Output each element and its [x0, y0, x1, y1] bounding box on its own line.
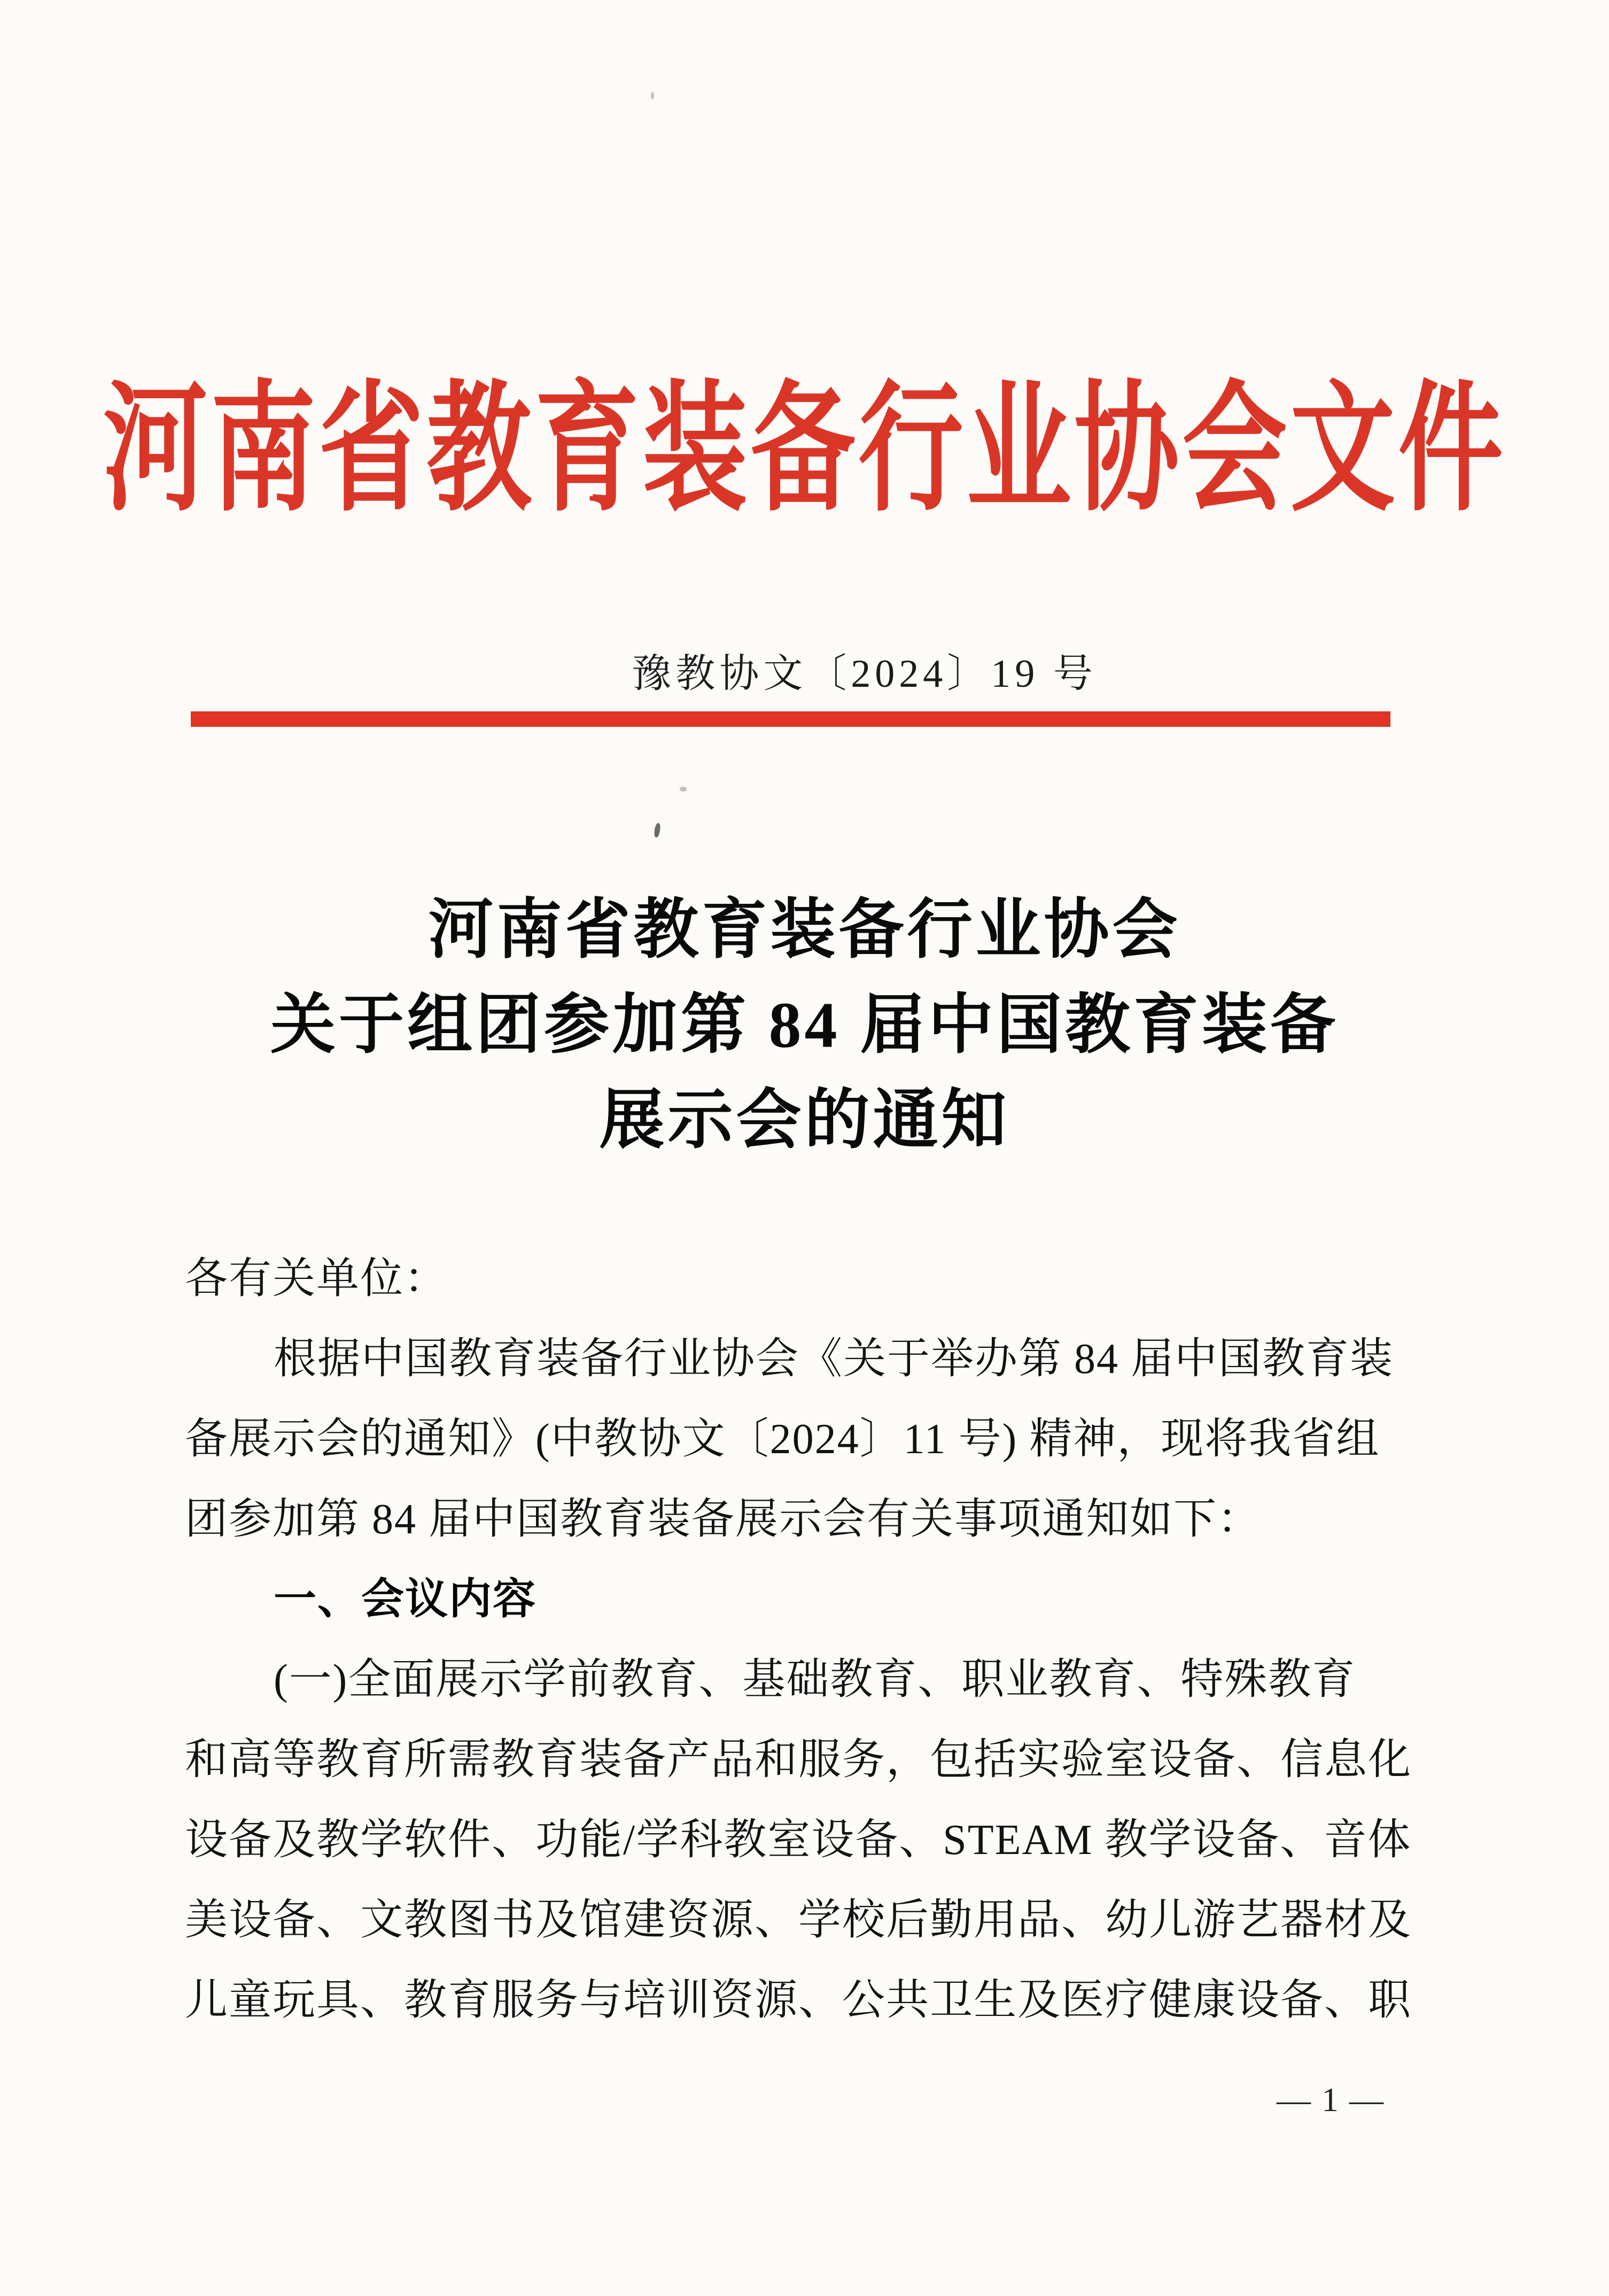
- paragraph-2-line-1: (一)全面展示学前教育、基础教育、职业教育、特殊教育: [274, 1656, 1356, 1703]
- red-header-title: 河南省教育装备行业协会文件: [103, 373, 1506, 529]
- paragraph-2-line-4: 美设备、文教图书及馆建资源、学校后勤用品、幼儿游艺器材及: [185, 1897, 1412, 1944]
- notice-title-line-2: 关于组团参加第 84 届中国教育装备: [270, 989, 1339, 1061]
- paragraph-1-line-1: 根据中国教育装备行业协会《关于举办第 84 届中国教育装: [274, 1336, 1394, 1383]
- notice-title-line-1: 河南省教育装备行业协会: [428, 894, 1181, 966]
- paragraph-2-line-3: 设备及教学软件、功能/学科教室设备、STEAM 教学设备、音体: [185, 1817, 1412, 1864]
- section-heading: 一、会议内容: [274, 1576, 537, 1623]
- salutation: 各有关单位：: [185, 1255, 448, 1302]
- document-number: 豫教协文〔2024〕19 号: [632, 652, 1097, 696]
- document-number-line: [0, 651, 1609, 697]
- document-body: [185, 1239, 1435, 2041]
- paragraph-1-line-2: 备展示会的通知》(中教协文〔2024〕11 号) 精神，现将我省组: [185, 1416, 1380, 1463]
- scan-speck: [651, 92, 654, 99]
- notice-title-line-3: 展示会的通知: [599, 1084, 1010, 1157]
- paragraph-2-line-2: 和高等教育所需教育装备产品和服务，包括实验室设备、信息化: [185, 1736, 1412, 1783]
- notice-title: [0, 883, 1609, 1168]
- page-number: — 1 —: [1277, 2081, 1385, 2119]
- paragraph-2-line-5: 儿童玩具、教育服务与培训资源、公共卫生及医疗健康设备、职: [185, 1977, 1412, 2024]
- scan-speck: [654, 823, 661, 837]
- scan-speck: [680, 787, 687, 792]
- red-divider-line: [191, 711, 1390, 727]
- paragraph-1-line-3: 团参加第 84 届中国教育装备展示会有关事项通知如下：: [185, 1496, 1261, 1543]
